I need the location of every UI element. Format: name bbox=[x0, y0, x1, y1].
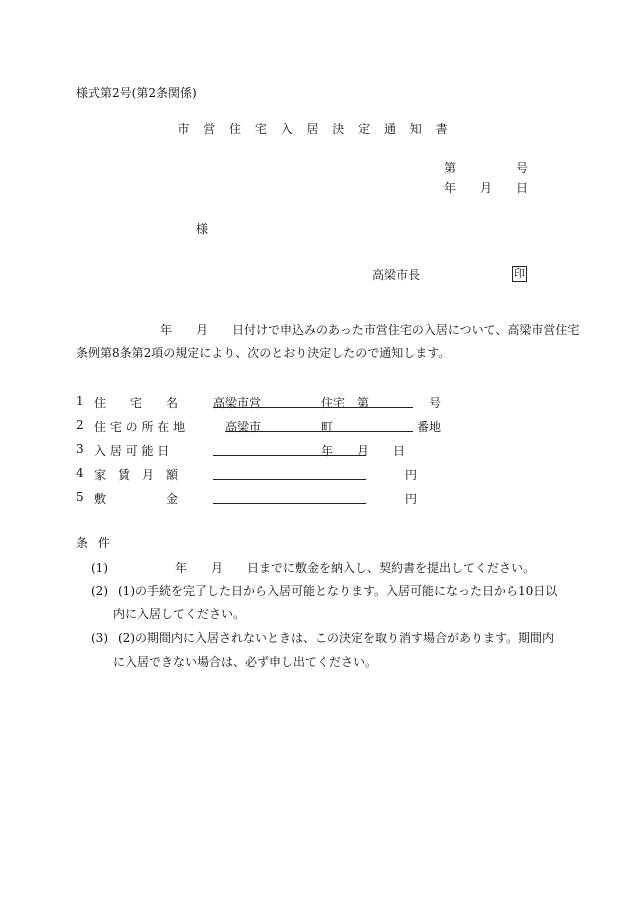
issuer: 高梁市長 bbox=[372, 268, 421, 282]
condition-text: (1)の手続を完了した日から入居可能となります。入居可能になった日から10日以 bbox=[118, 584, 558, 598]
condition-number: (1) bbox=[91, 561, 108, 575]
item-number: 3 bbox=[76, 442, 84, 456]
item-label: 敷 金 bbox=[94, 492, 179, 506]
condition-text: (2)の期間内に入居されないときは、この決定を取り消す場合があります。期間内 bbox=[118, 631, 555, 645]
item-label: 家 賃 月 額 bbox=[94, 468, 179, 482]
document-title: 市 営 住 宅 入 居 決 定 通 知 書 bbox=[177, 122, 453, 136]
item-number: 1 bbox=[76, 394, 84, 408]
condition-text: 年 月 日までに敷金を納入し、契約書を提出してください。 bbox=[127, 561, 536, 575]
item-number: 4 bbox=[76, 466, 84, 480]
conditions-heading: 条件 bbox=[76, 536, 121, 550]
condition-2-continuation: 内に入居してください。 bbox=[113, 607, 246, 621]
item-value: 円 bbox=[213, 468, 418, 482]
condition-number: (2) bbox=[91, 584, 108, 598]
document-date: 年 月 日 bbox=[444, 181, 529, 195]
seal-icon: 印 bbox=[514, 267, 525, 280]
body-line-1: 年 月 日付けで申込みのあった市営住宅の入居について、高梁市営住宅 bbox=[76, 323, 580, 337]
item-value: 年 月 日 bbox=[213, 444, 406, 458]
item-underline bbox=[213, 479, 366, 480]
condition-number: (3) bbox=[91, 631, 108, 645]
addressee: 様 bbox=[196, 222, 209, 236]
item-number: 5 bbox=[76, 490, 84, 504]
item-underline bbox=[213, 455, 365, 456]
body-line-2: 条例第8条第2項の規定により、次のとおり決定したので通知します。 bbox=[76, 346, 451, 360]
item-label: 住 宅 名 bbox=[94, 396, 179, 410]
item-value: 高梁市営 住宅 第 号 bbox=[213, 396, 442, 410]
item-value: 高梁市 町 番地 bbox=[213, 420, 442, 434]
item-underline bbox=[225, 431, 413, 432]
item-label: 入 居 可 能 日 bbox=[94, 444, 170, 458]
item-underline bbox=[213, 503, 366, 504]
document-number: 第 号 bbox=[444, 161, 529, 175]
condition-3-continuation: に入居できない場合は、必ず申し出てください。 bbox=[113, 655, 378, 669]
item-label: 住 宅 の 所 在 地 bbox=[94, 420, 186, 434]
item-value: 円 bbox=[213, 492, 418, 506]
form-label: 様式第2号(第2条関係) bbox=[76, 86, 197, 100]
item-number: 2 bbox=[76, 418, 84, 432]
item-underline bbox=[213, 407, 413, 408]
